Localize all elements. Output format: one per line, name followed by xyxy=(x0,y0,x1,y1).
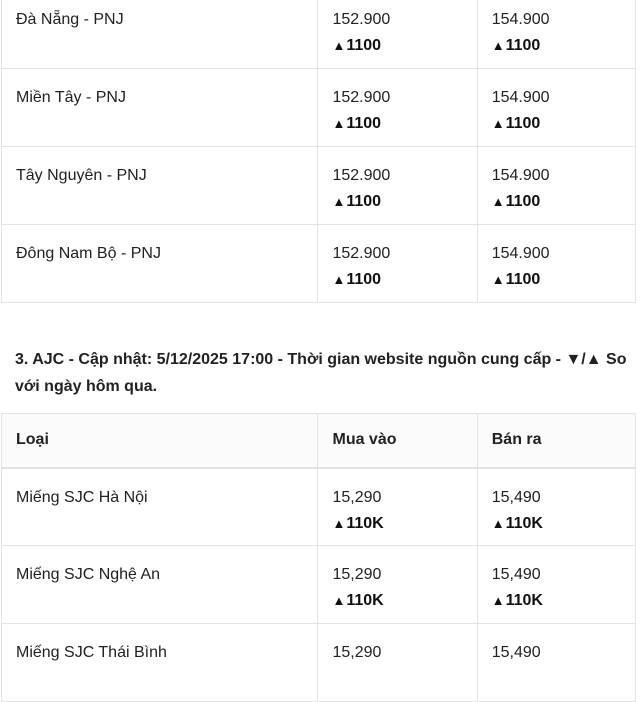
buy-cell xyxy=(318,546,477,624)
up-triangle-icon: ▲ xyxy=(491,593,505,608)
buy-change: 1100 xyxy=(346,193,382,210)
buy-cell xyxy=(318,0,477,69)
up-triangle-icon: ▲ xyxy=(332,38,346,53)
location-cell xyxy=(2,147,318,225)
sell-cell xyxy=(477,468,635,546)
buy-price: 15,290 xyxy=(332,644,382,661)
sell-cell xyxy=(477,624,635,702)
type-cell xyxy=(2,468,318,546)
buy-price: 152.900 xyxy=(332,167,391,184)
buy-price: 15,290 xyxy=(332,566,382,583)
product-name: Miếng SJC Hà Nội xyxy=(16,488,148,506)
sell-price: 154.900 xyxy=(491,11,550,28)
up-triangle-icon: ▲ xyxy=(491,38,505,53)
buy-price: 15,290 xyxy=(332,488,382,506)
up-triangle-icon: ▲ xyxy=(332,272,346,287)
sell-cell xyxy=(477,69,635,147)
buy-change: 110K xyxy=(346,514,384,532)
buy-cell xyxy=(318,624,477,702)
buy-cell xyxy=(318,225,477,303)
buy-cell xyxy=(318,69,477,147)
sell-change: 1100 xyxy=(505,115,541,132)
buy-change: 1100 xyxy=(346,115,382,132)
sell-price: 15,490 xyxy=(491,566,541,583)
sell-price: 15,490 xyxy=(491,488,541,506)
location-name: Đà Nẵng - PNJ xyxy=(16,11,124,28)
up-triangle-icon: ▲ xyxy=(332,593,346,608)
up-triangle-icon: ▲ xyxy=(332,116,346,131)
buy-cell xyxy=(318,468,477,546)
product-name: Miếng SJC Thái Bình xyxy=(16,644,167,661)
type-cell xyxy=(2,546,318,624)
table-row xyxy=(2,624,636,702)
buy-change: 1100 xyxy=(346,37,382,54)
buy-price: 152.900 xyxy=(332,245,391,262)
buy-price: 152.900 xyxy=(332,89,391,106)
up-triangle-icon: ▲ xyxy=(491,116,505,131)
location-name: Đông Nam Bộ - PNJ xyxy=(16,245,161,262)
up-triangle-icon: ▲ xyxy=(491,272,505,287)
sell-change: 110K xyxy=(505,592,543,609)
section-heading: 3. AJC - Cập nhật: 5/12/2025 17:00 - Thời gian website nguồn cung cấp - ▼/▲ So với ngày hôm qua. xyxy=(15,351,627,395)
sell-change: 1100 xyxy=(505,271,541,288)
location-cell xyxy=(2,69,318,147)
pnj-price-table xyxy=(1,0,636,303)
type-cell xyxy=(2,624,318,702)
sell-change: 1100 xyxy=(505,37,541,54)
location-cell xyxy=(2,0,318,69)
table-row xyxy=(2,546,636,624)
column-header-type: Loại xyxy=(2,414,318,468)
ajc-price-table xyxy=(1,413,636,702)
sell-cell xyxy=(477,147,635,225)
buy-price: 152.900 xyxy=(332,11,391,28)
sell-cell xyxy=(477,225,635,303)
buy-change: 1100 xyxy=(346,271,382,288)
table-row xyxy=(2,69,636,147)
column-header-buy: Mua vào xyxy=(318,414,477,468)
up-triangle-icon: ▲ xyxy=(332,194,346,209)
sell-change: 1100 xyxy=(505,193,541,210)
buy-cell xyxy=(318,147,477,225)
sell-cell xyxy=(477,546,635,624)
sell-price: 15,490 xyxy=(491,644,541,661)
table-row xyxy=(2,225,636,303)
table-row xyxy=(2,468,636,546)
table-row xyxy=(2,147,636,225)
location-cell xyxy=(2,225,318,303)
up-triangle-icon: ▲ xyxy=(491,194,505,209)
up-triangle-icon: ▲ xyxy=(491,515,505,531)
location-name: Tây Nguyên - PNJ xyxy=(16,167,147,184)
product-name: Miếng SJC Nghệ An xyxy=(16,566,161,583)
table-header-row xyxy=(2,414,636,468)
location-name: Miền Tây - PNJ xyxy=(16,89,126,106)
sell-price: 154.900 xyxy=(491,167,550,184)
sell-price: 154.900 xyxy=(491,245,550,262)
up-triangle-icon: ▲ xyxy=(332,515,346,531)
sell-cell xyxy=(477,0,635,69)
table-row xyxy=(2,0,636,69)
column-header-sell: Bán ra xyxy=(477,414,635,468)
buy-change: 110K xyxy=(346,592,384,609)
sell-change: 110K xyxy=(505,514,543,532)
sell-price: 154.900 xyxy=(491,89,550,106)
